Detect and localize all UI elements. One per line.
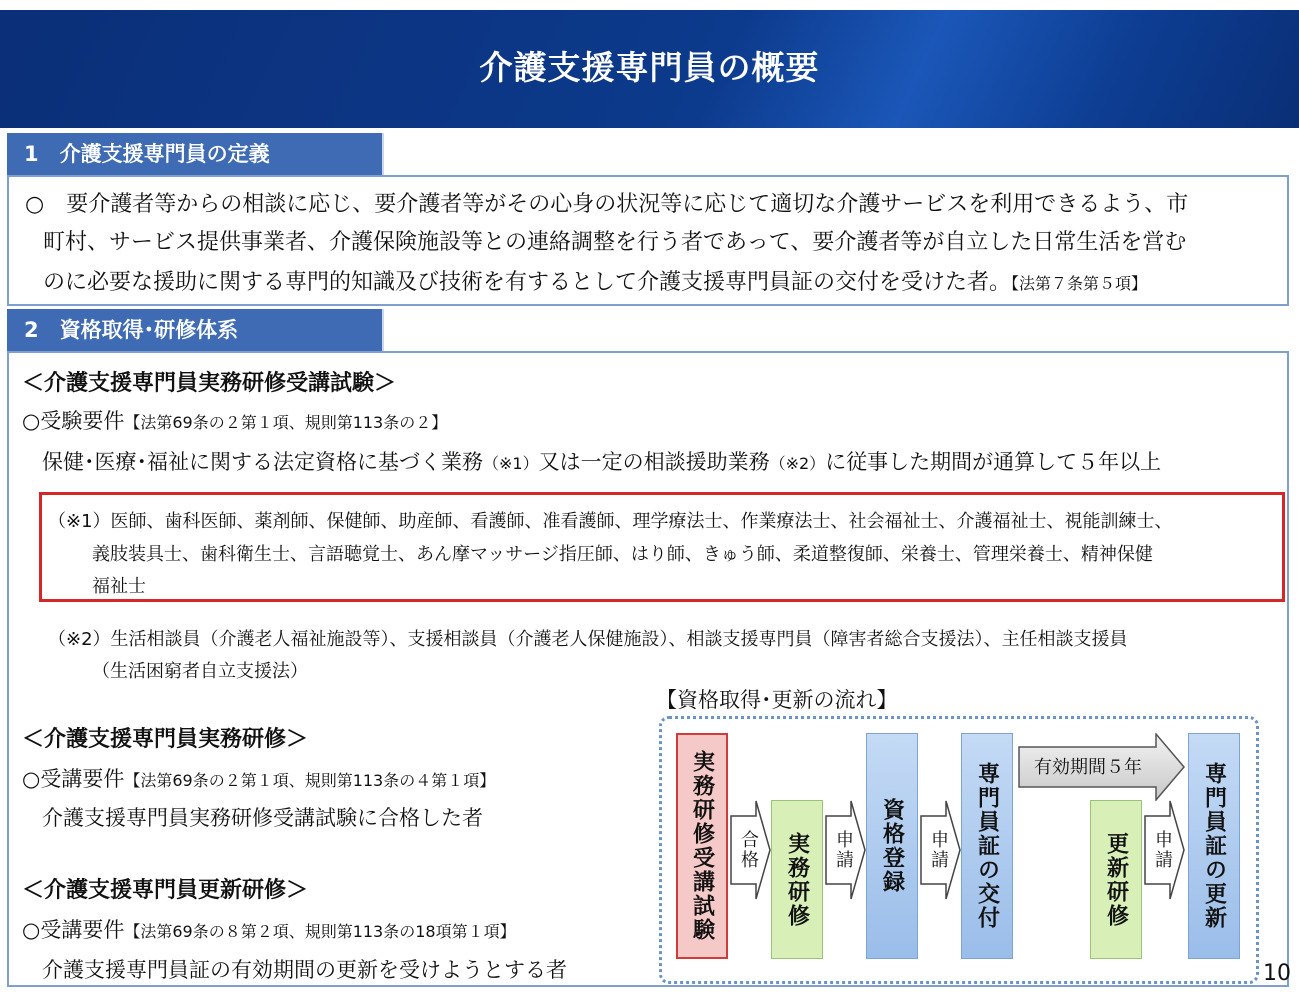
arrow-pass-label: 合格: [738, 830, 759, 870]
flow-step-renewal-training: [1090, 800, 1142, 959]
renewal-requirement: [22, 914, 516, 944]
flow-step-renewal-training-label: 更新研修: [1103, 831, 1129, 928]
definition-ref: 【法第７条第５項】: [1011, 274, 1148, 293]
title-banner: [0, 10, 1299, 128]
exam-req-part3: に従事した期間が通算して５年以上: [825, 450, 1162, 474]
definition-line-1: ○ 要介護者等からの相談に応じ、要介護者等がその心身の状況等に応じて適切な介護サービスを利用できるよう、市: [25, 192, 1189, 217]
validity-label: 有効期間５年: [1034, 757, 1142, 778]
arrow-pass-label-wrap: [734, 820, 762, 880]
flow-step-renewal-label: 専門員証の更新: [1201, 762, 1227, 930]
flow-step-issue-label: 専門員証の交付: [974, 762, 1000, 930]
flow-step-renewal: [1188, 733, 1240, 959]
definition-line-2: 町村、サービス提供事業者、介護保険施設等との連絡調整を行う者であって、要介護者等が自立した日常生活を営む: [43, 230, 1187, 255]
page-title: 介護支援専門員の概要: [479, 48, 820, 87]
section1-header: 1 介護支援専門員の定義: [7, 133, 384, 175]
flow-step-training-label: 実務研修: [784, 831, 810, 928]
exam-heading: ＜介護支援専門員実務研修受講試験＞: [22, 371, 397, 396]
flow-step-issue: [961, 733, 1013, 959]
flow-step-training: [771, 800, 823, 959]
note1-line-2: 義肢装具士、歯科衛生士、言語聴覚士、あん摩マッサージ指圧師、はり師、きゅう師、柔道整復師、栄養士、管理栄養士、精神保健: [92, 544, 1153, 565]
exam-req-ref: 【法第69条の２第１項、規則第113条の２】: [124, 413, 448, 432]
training-requirement-text: 介護支援専門員実務研修受講試験に合格した者: [42, 806, 483, 830]
renewal-requirement-text: 介護支援専門員証の有効期間の更新を受けようとする者: [42, 958, 567, 982]
exam-requirement-text: [42, 446, 1161, 476]
arrow-apply3-label: 申請: [1152, 830, 1173, 870]
exam-req-part1: 保健･医療･福祉に関する法定資格に基づく業務: [42, 450, 483, 474]
page-number: 10: [1263, 961, 1291, 986]
definition-line-3-text: のに必要な援助に関する専門的知識及び技術を有するとして介護支援専門員証の交付を受けた者。: [43, 270, 1012, 295]
flow-step-exam-label: 実務研修受講試験: [689, 750, 715, 942]
training-heading: ＜介護支援専門員実務研修＞: [22, 727, 309, 752]
training-requirement: [22, 763, 495, 793]
exam-req-label: ○受験要件: [22, 409, 125, 433]
flow-step-register-label: 資格登録: [879, 798, 905, 894]
arrow-apply2-label-wrap: [924, 820, 952, 880]
note2-line-1: （※2）生活相談員（介護老人福祉施設等）、支援相談員（介護老人保健施設）、相談支援専門員（障害者総合支援法）、主任相談支援員: [48, 629, 1128, 650]
note1-box: [39, 492, 1285, 602]
training-req-ref: 【法第69条の２第１項、規則第113条の４第１項】: [124, 771, 496, 790]
flow-step-register: [866, 733, 918, 959]
note1-line-3: 福祉士: [92, 576, 146, 597]
exam-requirement: [22, 405, 447, 435]
arrow-apply3-label-wrap: [1148, 820, 1176, 880]
renewal-req-ref: 【法第69条の８第２項、規則第113条の18項第１項】: [124, 922, 516, 941]
arrow-apply1-label: 申請: [833, 830, 854, 870]
note1-line-1: （※1）医師、歯科医師、薬剤師、保健師、助産師、看護師、准看護師、理学療法士、作業療法士、社会福祉士、介護福祉士、視能訓練士、: [48, 511, 1173, 532]
arrow-apply1-label-wrap: [829, 820, 857, 880]
section2-header: 2 資格取得･研修体系: [7, 309, 384, 351]
renewal-req-label: ○受講要件: [22, 918, 125, 942]
note2-line-2: （生活困窮者自立支援法）: [92, 661, 308, 682]
exam-req-part2: 又は一定の相談援助業務: [538, 450, 770, 474]
exam-req-note1: （※1）: [483, 454, 539, 473]
exam-req-note2: （※2）: [769, 454, 826, 473]
training-req-label: ○受講要件: [22, 767, 125, 791]
renewal-heading: ＜介護支援専門員更新研修＞: [22, 878, 309, 903]
flow-step-exam: [676, 733, 728, 959]
definition-line-3: [43, 265, 1147, 296]
arrow-apply2-label: 申請: [928, 830, 949, 870]
flow-title: 【資格取得･更新の流れ】: [656, 688, 898, 712]
definition-box: [7, 175, 1289, 306]
